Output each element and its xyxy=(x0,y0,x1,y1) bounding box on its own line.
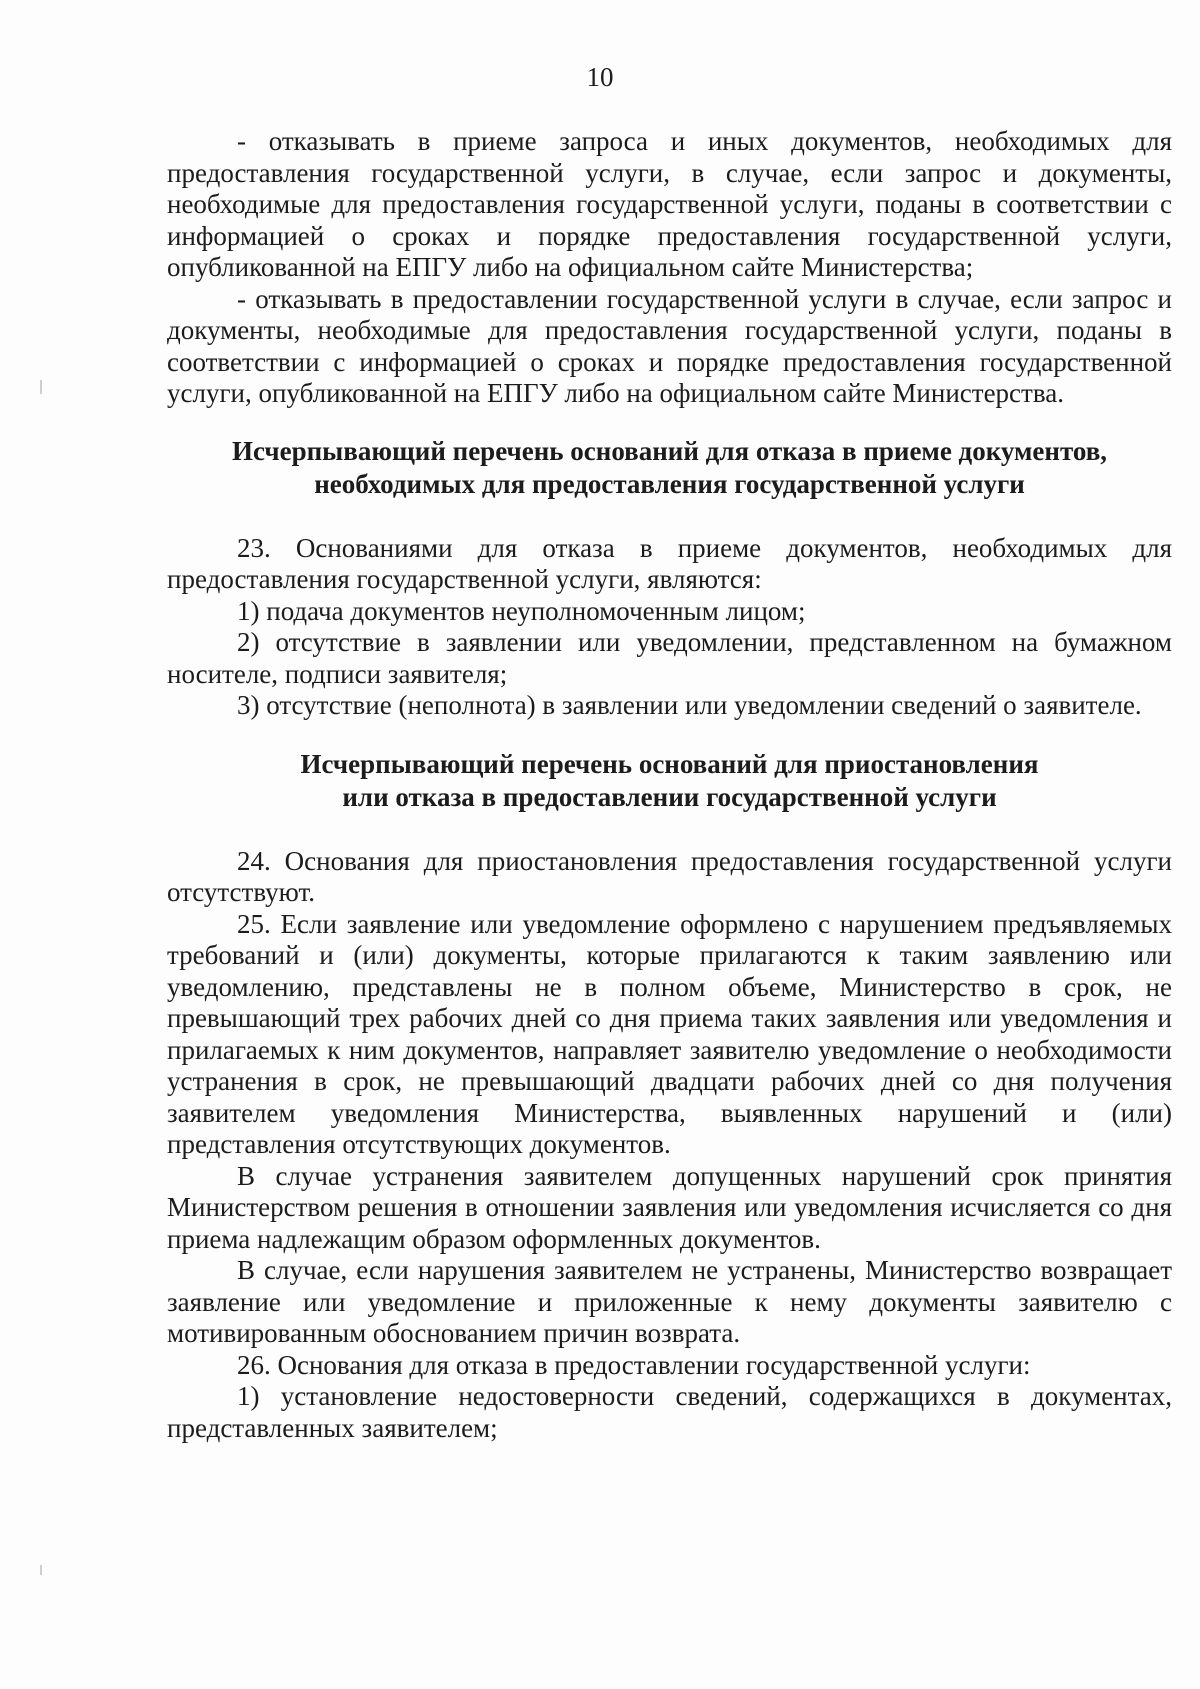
section-heading xyxy=(167,748,1172,814)
section-heading xyxy=(167,435,1172,501)
paragraph: В случае, если нарушения заявителем не устранены, Министерство возвращает заявление или уведомление и приложенные к нему документы заявителю с мотивированным обоснованием причин возврата. xyxy=(167,1255,1172,1348)
section-heading-line: Исчерпывающий перечень оснований для приостановления xyxy=(300,748,1039,779)
paragraph: 23. Основаниями для отказа в приеме документов, необходимых для предоставления государственной услуги, являются: xyxy=(167,532,1172,594)
paragraph: 26. Основания для отказа в предоставлении государственной услуги: xyxy=(237,1349,1031,1380)
document-body xyxy=(167,126,1172,1444)
section-heading-line: или отказа в предоставлении государственной услуги xyxy=(342,781,997,812)
section-heading-line: Исчерпывающий перечень оснований для отказа в приеме документов, xyxy=(231,435,1108,466)
list-item: 3) отсутствие (неполнота) в заявлении или уведомлении сведений о заявителе. xyxy=(237,690,1142,720)
paragraph: - отказывать в приеме запроса и иных документов, необходимых для предоставления государственной услуги, в случае, если запрос и документы, необходимые для предоставления государственной услуги, поданы в соответствии с информацией о сроках и порядке предоставления государственной услуги, опубликованной на ЕПГУ либо на официальном сайте Министерства; xyxy=(167,126,1172,282)
scan-margin-mark xyxy=(40,1565,42,1575)
page-number: 10 xyxy=(586,62,614,92)
scan-margin-mark xyxy=(40,380,42,394)
list-item: 1) установление недостоверности сведений, содержащихся в документах, представленных заявителем; xyxy=(167,1381,1172,1443)
list-item: 1) подача документов неуполномоченным лицом; xyxy=(237,595,806,626)
list-item: 2) отсутствие в заявлении или уведомлении, представленном на бумажном носителе, подписи заявителя; xyxy=(167,627,1172,689)
paragraph: В случае устранения заявителем допущенных нарушений срок принятия Министерством решения в отношении заявления или уведомления исчисляется со дня приема надлежащим образом оформленных документов. xyxy=(167,1160,1172,1254)
section-heading-line: необходимых для предоставления государственной услуги xyxy=(314,468,1025,499)
paragraph: - отказывать в предоставлении государственной услуги в случае, если запрос и документы, необходимые для предоставления государственной услуги, поданы в соответствии с информацией о сроках и порядке предоставления государственной услуги, опубликованной на ЕПГУ либо на официальном сайте Министерства. xyxy=(167,283,1172,408)
paragraph: 25. Если заявление или уведомление оформлено с нарушением предъявляемых требований и (или) документы, которые прилагаются к таким заявлению или уведомлению, представлены не в полном объеме, Министерство в срок, не превышающий трех рабочих дней со дня приема таких заявления или уведомления и прилагаемых к ним документов, направляет заявителю уведомление о необходимости устранения в срок, не превышающий двадцати рабочих дней со дня получения заявителем уведомления Министерства, выявленных нарушений и (или) представления отсутствующих документов. xyxy=(167,908,1172,1159)
paragraph: 24. Основания для приостановления предоставления государственной услуги отсутствуют. xyxy=(167,845,1172,907)
